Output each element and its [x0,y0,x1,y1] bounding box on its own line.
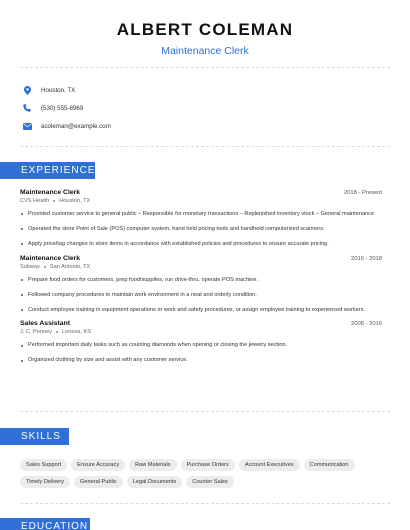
job-bullets [20,210,382,248]
divider [20,146,390,147]
job-dates: 2018 - Present [343,190,382,196]
divider [20,67,390,68]
job-company [20,329,382,335]
contact-email [22,117,111,135]
company-name: Subway [20,263,40,270]
skill-chip: Communication [304,459,355,471]
section-heading-skills: SKILLS [0,428,69,445]
skills-row [20,459,390,471]
job-title: Sales Assistant [20,320,70,328]
job-bullet: Provided customer service to general public – Responsible for monetary transactions – Replenished inventory stock – General maintenance [20,210,382,218]
job-bullet: Performed important daily tasks such as counting diamonds when opening or closing the jewelry section. [20,341,382,349]
experience-list [20,189,382,371]
section-heading-experience: EXPERIENCE [0,162,95,179]
location-text: Houston, TX [41,86,76,94]
skill-chip: Purchase Orders [181,459,235,471]
company-location: Houston, TX [59,198,91,204]
skill-chip: Account Executives [239,459,300,471]
skill-chip: Sales Support [20,459,67,471]
job-bullet: Operated the store Point of Sale (POS) computer system, hand held pricing tools and handheld computerized scanners. [20,225,382,233]
company-name: J. C. Penney [20,329,53,336]
job-dates: 2008 - 2016 [351,321,382,328]
resume-header [0,0,410,57]
email-text[interactable]: acoleman@example.com [41,122,111,130]
job-dates: 2016 - 2018 [351,255,382,262]
candidate-name: ALBERT COLEMAN [116,20,294,39]
skill-chip: General Public [74,476,123,488]
skills-list [20,459,390,493]
phone-text[interactable]: (530) 555-8969 [41,104,84,112]
phone-icon [22,103,32,113]
separator-dot [44,266,46,268]
job-bullet: Conduct employee training in equipment operations or work and safety procedures, or assign employee training to experienced workers. [20,306,382,314]
job-title: Maintenance Clerk [20,189,81,196]
skill-chip: Raw Materials [129,459,176,471]
company-location: San Antonio, TX [49,263,91,270]
candidate-title: Maintenance Clerk [161,45,249,57]
map-pin-icon [22,85,32,95]
section-heading-education: EDUCATION [0,518,90,530]
envelope-icon [22,121,32,131]
job-entry [20,255,382,314]
job-title: Maintenance Clerk [20,254,81,262]
divider [20,503,390,504]
company-location: Lenexa, KS [62,329,91,336]
job-bullet: Prepare food orders for customers, prep food/supplies, run drive-thru, operate POS machine. [20,276,382,284]
job-bullets [20,341,382,364]
divider [20,411,390,412]
job-bullets [20,276,382,314]
job-company [20,198,382,204]
job-bullet: Organized clothing by size and assist with any customer service. [20,356,382,364]
contact-location [22,81,111,99]
skill-chip: Ensure Accuracy [71,459,125,471]
skill-chip: Legal Documents [127,476,183,488]
separator-dot [53,200,55,202]
job-bullet: Followed company procedures to maintain work environment in a neat and orderly condition. [20,291,382,299]
company-name: CVS Health [20,198,50,204]
job-entry [20,320,382,364]
skill-chip: Counter Sales [186,476,233,488]
job-bullet: Apply price/tag changes to store items in accordance with established policies and procedures to ensure accurate pricing. [20,240,382,248]
job-company [20,264,382,270]
skills-row [20,476,390,488]
job-entry [20,189,382,248]
contact-phone [22,99,111,117]
contact-info [22,81,111,135]
separator-dot [56,331,58,333]
skill-chip: Timely Delivery [20,476,70,488]
